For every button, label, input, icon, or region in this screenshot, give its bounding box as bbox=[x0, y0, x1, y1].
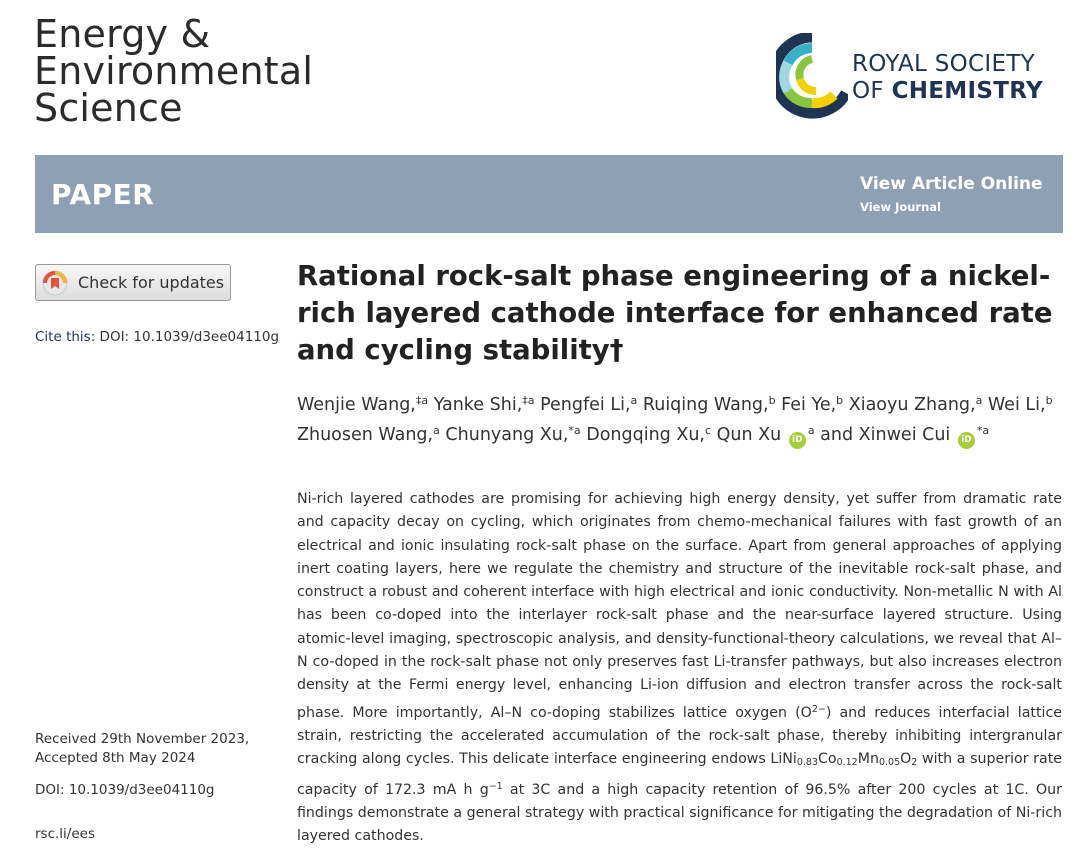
abstract-co: Co bbox=[817, 751, 837, 768]
abstract-part2: ) and reduces interfacial lattice strain, restricting the accelerated accumulation of the rock-salt phase, thereby inhibiting intergranular cracking along cycles. This delicate interface engineering endows LiNi bbox=[297, 704, 1062, 768]
author-affiliation: b bbox=[836, 394, 844, 407]
author-mark: ‡ bbox=[415, 394, 422, 407]
rsc-logo[interactable] bbox=[776, 33, 1066, 119]
author-name[interactable]: Dongqing Xu, bbox=[586, 425, 705, 445]
article-title: Rational rock-salt phase engineering of a nickel-rich layered cathode interface for enhanced rate and cycling stability† bbox=[297, 260, 1053, 366]
cite-this-label: Cite this: bbox=[35, 329, 96, 345]
view-article-online-link[interactable]: View Article Online bbox=[860, 174, 1043, 194]
check-for-updates-label: Check for updates bbox=[78, 273, 225, 292]
article-type-label: PAPER bbox=[51, 178, 155, 211]
author-name[interactable]: Yanke Shi, bbox=[433, 395, 523, 415]
abstract-part4: at 3C and a high capacity retention of 96.5% after 200 cycles at 1C. Our findings demonstrate a general strategy with practical significance for mitigating the degradation of Ni-rich layered cathodes. bbox=[297, 781, 1062, 845]
author-name[interactable]: Wei Li, bbox=[987, 395, 1046, 415]
author-affiliation: a bbox=[982, 424, 990, 437]
abstract-o: O bbox=[900, 751, 912, 768]
abstract-sub-co: 0.12 bbox=[836, 757, 858, 769]
author-affiliation: a bbox=[527, 394, 535, 407]
author-affiliation: a bbox=[433, 424, 440, 437]
journal-title bbox=[34, 12, 314, 130]
rsc-logo-line2 bbox=[852, 78, 1043, 105]
abstract-sup-oxygen: 2− bbox=[811, 703, 826, 715]
abstract-mn: Mn bbox=[857, 751, 879, 768]
author-affiliation: b bbox=[1045, 394, 1053, 407]
author-affiliation: a bbox=[573, 424, 581, 437]
author-name[interactable]: Fei Ye, bbox=[781, 395, 837, 415]
author-and: and bbox=[820, 425, 854, 445]
author-mark: ‡ bbox=[522, 394, 528, 407]
rsc-logo-line1: ROYAL SOCIETY bbox=[852, 51, 1036, 77]
check-for-updates-icon bbox=[42, 270, 68, 296]
abstract bbox=[297, 488, 1062, 848]
author-affiliation: a bbox=[807, 424, 815, 437]
accepted-date: Accepted 8th May 2024 bbox=[35, 750, 196, 766]
orcid-icon[interactable]: iD bbox=[958, 432, 975, 449]
abstract-sup-unit: −1 bbox=[488, 780, 503, 792]
journal-link[interactable]: rsc.li/ees bbox=[35, 826, 95, 842]
author-name[interactable]: Zhuosen Wang, bbox=[297, 425, 434, 445]
author-name[interactable]: Pengfei Li, bbox=[540, 395, 631, 415]
abstract-sub-ni: 0.83 bbox=[796, 757, 818, 769]
rsc-logo-of: OF bbox=[852, 78, 884, 104]
check-for-updates-button[interactable] bbox=[35, 264, 231, 301]
cite-this-doi[interactable]: DOI: 10.1039/d3ee04110g bbox=[99, 329, 280, 345]
author-list bbox=[297, 388, 1057, 449]
received-date: Received 29th November 2023, bbox=[35, 731, 250, 747]
author-affiliation: c bbox=[705, 424, 712, 437]
abstract-sub-o: 2 bbox=[911, 757, 918, 769]
journal-title-line3: Science bbox=[34, 86, 183, 130]
author-mark: * bbox=[568, 424, 574, 437]
cite-this bbox=[35, 328, 279, 347]
journal-title-line1: Energy & bbox=[34, 12, 211, 56]
author-affiliation: a bbox=[630, 394, 638, 407]
doi-footer[interactable]: DOI: 10.1039/d3ee04110g bbox=[35, 782, 215, 798]
author-name[interactable]: Qun Xu bbox=[716, 425, 782, 445]
article-type-banner bbox=[35, 155, 1063, 233]
author-mark: * bbox=[976, 424, 983, 437]
author-name[interactable]: Wenjie Wang, bbox=[297, 395, 416, 415]
view-journal-link[interactable]: View Journal bbox=[860, 200, 941, 214]
rsc-logo-icon bbox=[776, 33, 848, 119]
rsc-logo-chemistry: CHEMISTRY bbox=[891, 78, 1043, 104]
abstract-part3: with a superior rate capacity of 172.3 mA h g bbox=[297, 751, 1063, 798]
author-affiliation: a bbox=[975, 394, 983, 407]
abstract-part1: Ni-rich layered cathodes are promising for achieving high energy density, yet suffer from dramatic rate and capacity decay on cycling, which originates from chemo-mechanical failures with fast growth of an electrical and ionic insulating rock-salt phase on the surface. Apart from general approaches of applying inert coating layers, here we regulate the chemistry and structure of the inevitable rock-salt phase, and construct a robust and coherent interface with high electrical and ionic conductivity. Non-metallic N with Al has been co-doped into the interlayer rock-salt phase and the near-surface layered structure. Using atomic-level imaging, spectroscopic analysis, and density-functional-theory calculations, we reveal that Al–N co-doped in the rock-salt phase not only preserves fast Li-transfer pathways, but also increases electron density at the Fermi energy level, enhancing Li-ion diffusion and electron transfer across the rock-salt phase. More importantly, Al–N co-doping stabilizes lattice oxygen (O bbox=[297, 491, 1062, 721]
journal-title-line2: Environmental bbox=[34, 49, 314, 93]
author-name[interactable]: Chunyang Xu, bbox=[445, 425, 569, 445]
author-affiliation: a bbox=[421, 394, 429, 407]
author-name[interactable]: Xiaoyu Zhang, bbox=[848, 395, 976, 415]
orcid-icon[interactable]: iD bbox=[789, 432, 806, 449]
author-name[interactable]: Ruiqing Wang, bbox=[642, 395, 769, 415]
abstract-sub-mn: 0.05 bbox=[878, 757, 901, 769]
author-affiliation: b bbox=[768, 394, 776, 407]
author-name[interactable]: Xinwei Cui bbox=[858, 425, 951, 445]
